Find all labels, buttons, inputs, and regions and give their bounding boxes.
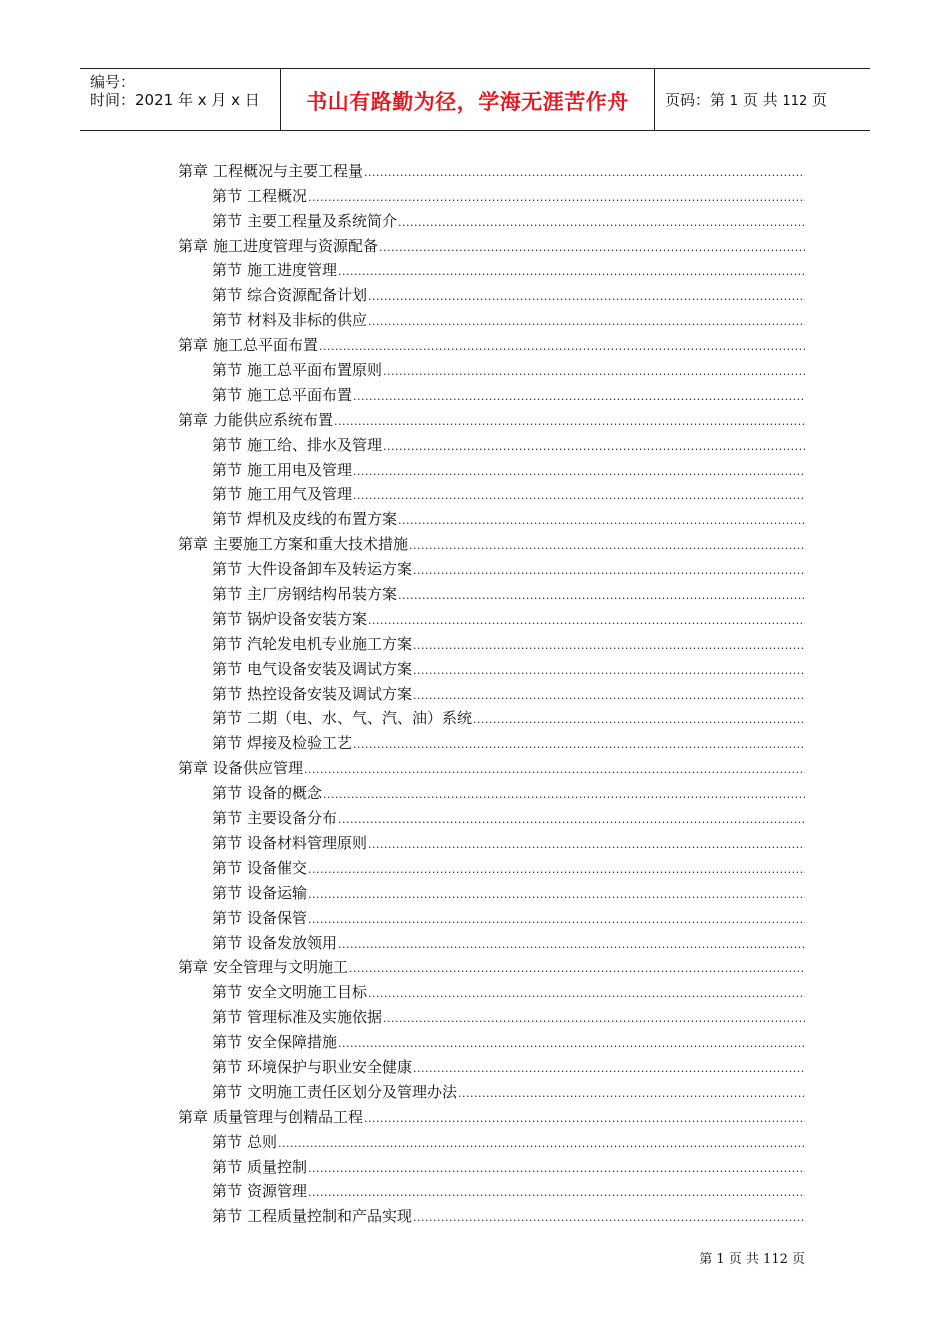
toc-leader-dots	[278, 1137, 805, 1151]
toc-entry-prefix: 第节	[212, 435, 243, 454]
toc-entry-prefix: 第节	[212, 1207, 243, 1226]
toc-leader-dots	[338, 938, 805, 952]
toc-section-entry[interactable]	[178, 703, 805, 728]
toc-entry-title: 质量管理与创精品工程	[213, 1107, 364, 1126]
toc-entry-prefix: 第节	[212, 609, 243, 628]
toc-entry-title: 设备催交	[247, 858, 308, 877]
toc-entry-title: 工程概况与主要工程量	[213, 161, 364, 180]
toc-section-entry[interactable]	[178, 678, 805, 703]
page-current: 1	[729, 94, 739, 109]
toc-entry-title: 二期（电、水、气、汽、油）系统	[247, 709, 473, 728]
toc-entry-title: 电气设备安装及调试方案	[247, 659, 413, 678]
page-suffix: 页	[812, 91, 828, 109]
toc-entry-prefix: 第节	[212, 186, 243, 205]
toc-leader-dots	[308, 863, 805, 877]
toc-section-entry[interactable]	[178, 777, 805, 802]
toc-entry-title: 文明施工责任区划分及管理办法	[247, 1082, 458, 1101]
toc-leader-dots	[413, 564, 805, 578]
toc-chapter-entry[interactable]	[178, 752, 805, 777]
toc-leader-dots	[308, 913, 805, 927]
toc-entry-title: 综合资源配备计划	[247, 286, 368, 305]
toc-section-entry[interactable]	[178, 727, 805, 752]
toc-entry-prefix: 第节	[212, 833, 243, 852]
toc-leader-dots	[368, 838, 805, 852]
toc-chapter-entry[interactable]	[178, 528, 805, 553]
toc-section-entry[interactable]	[178, 503, 805, 528]
toc-entry-title: 主要工程量及系统简介	[247, 211, 398, 230]
toc-section-entry[interactable]	[178, 1151, 805, 1176]
toc-entry-title: 施工用电及管理	[247, 460, 353, 479]
toc-leader-dots	[413, 1062, 805, 1076]
page-prefix: 页码：第	[665, 91, 726, 109]
toc-entry-title: 力能供应系统布置	[213, 410, 334, 429]
toc-entry-prefix: 第节	[212, 809, 243, 828]
header-page-cell	[655, 69, 870, 130]
toc-leader-dots	[353, 738, 805, 752]
toc-section-entry[interactable]	[178, 1200, 805, 1225]
toc-leader-dots	[398, 216, 805, 230]
toc-entry-prefix: 第章	[178, 958, 209, 977]
toc-section-entry[interactable]	[178, 927, 805, 952]
toc-entry-prefix: 第节	[212, 485, 243, 504]
toc-entry-title: 施工进度管理与资源配备	[213, 236, 379, 255]
toc-entry-title: 总则	[247, 1132, 278, 1151]
toc-entry-prefix: 第章	[178, 236, 209, 255]
toc-section-entry[interactable]	[178, 180, 805, 205]
toc-leader-dots	[338, 813, 805, 827]
toc-entry-prefix: 第节	[212, 1033, 243, 1052]
toc-entry-title: 施工总平面布置原则	[247, 361, 383, 380]
toc-entry-prefix: 第章	[178, 336, 209, 355]
toc-chapter-entry[interactable]	[178, 404, 805, 429]
document-number-label: 编号：	[90, 73, 136, 91]
toc-leader-dots	[308, 1162, 805, 1176]
toc-entry-prefix: 第节	[212, 1057, 243, 1076]
toc-leader-dots	[349, 962, 805, 976]
toc-chapter-entry[interactable]	[178, 952, 805, 977]
toc-entry-prefix: 第节	[212, 1157, 243, 1176]
toc-entry-prefix: 第节	[212, 560, 243, 579]
toc-entry-prefix: 第节	[212, 1082, 243, 1101]
toc-entry-prefix: 第章	[178, 410, 209, 429]
toc-entry-title: 资源管理	[247, 1182, 308, 1201]
page-mid: 页 共	[742, 91, 778, 109]
toc-leader-dots	[353, 489, 805, 503]
document-time-label: 时间：2021 年 x 月 x 日	[90, 91, 260, 109]
toc-entry-prefix: 第章	[178, 759, 209, 778]
toc-entry-title: 设备的概念	[247, 784, 323, 803]
toc-entry-title: 施工总平面布置	[247, 385, 353, 404]
toc-entry-prefix: 第章	[178, 161, 209, 180]
toc-leader-dots	[458, 1087, 805, 1101]
toc-section-entry[interactable]	[178, 255, 805, 280]
toc-entry-title: 焊接及检验工艺	[247, 734, 353, 753]
toc-entry-prefix: 第节	[212, 883, 243, 902]
toc-entry-title: 主要施工方案和重大技术措施	[213, 535, 409, 554]
toc-leader-dots	[353, 390, 805, 404]
toc-section-entry[interactable]	[178, 553, 805, 578]
toc-entry-prefix: 第节	[212, 709, 243, 728]
toc-entry-prefix: 第节	[212, 585, 243, 604]
toc-entry-title: 施工进度管理	[247, 261, 338, 280]
toc-leader-dots	[338, 265, 805, 279]
toc-leader-dots	[383, 1012, 805, 1026]
toc-section-entry[interactable]	[178, 578, 805, 603]
toc-entry-prefix: 第章	[178, 535, 209, 554]
page-footer: 第 1 页 共 112 页	[699, 1252, 805, 1267]
toc-section-entry[interactable]	[178, 902, 805, 927]
toc-entry-prefix: 第节	[212, 385, 243, 404]
toc-entry-title: 施工总平面布置	[213, 336, 319, 355]
toc-leader-dots	[364, 166, 805, 180]
toc-entry-prefix: 第节	[212, 460, 243, 479]
toc-entry-title: 主要设备分布	[247, 809, 338, 828]
toc-leader-dots	[409, 539, 805, 553]
toc-section-entry[interactable]	[178, 802, 805, 827]
toc-entry-title: 设备供应管理	[213, 759, 304, 778]
header-motto-cell	[281, 69, 655, 130]
toc-chapter-entry[interactable]	[178, 230, 805, 255]
toc-leader-dots	[473, 713, 805, 727]
toc-leader-dots	[308, 1186, 805, 1200]
toc-section-entry[interactable]	[178, 454, 805, 479]
toc-entry-title: 安全保障措施	[247, 1033, 338, 1052]
toc-leader-dots	[398, 514, 805, 528]
page-total: 112	[782, 94, 808, 109]
toc-section-entry[interactable]	[178, 429, 805, 454]
toc-section-entry[interactable]	[178, 1051, 805, 1076]
toc-leader-dots	[334, 415, 805, 429]
toc-entry-prefix: 第节	[212, 858, 243, 877]
toc-entry-title: 焊机及皮线的布置方案	[247, 510, 398, 529]
toc-section-entry[interactable]	[178, 1076, 805, 1101]
toc-leader-dots	[383, 365, 805, 379]
toc-entry-prefix: 第节	[212, 311, 243, 330]
toc-section-entry[interactable]	[178, 628, 805, 653]
toc-leader-dots	[319, 340, 805, 354]
toc-entry-prefix: 第节	[212, 286, 243, 305]
toc-leader-dots	[304, 763, 805, 777]
toc-section-entry[interactable]	[178, 1126, 805, 1151]
toc-entry-title: 安全管理与文明施工	[213, 958, 349, 977]
toc-entry-title: 汽轮发电机专业施工方案	[247, 634, 413, 653]
page-header	[80, 68, 870, 131]
toc-leader-dots	[413, 689, 805, 703]
toc-entry-title: 施工给、排水及管理	[247, 435, 383, 454]
toc-chapter-entry[interactable]	[178, 329, 805, 354]
toc-leader-dots	[323, 788, 805, 802]
toc-entry-title: 环境保护与职业安全健康	[247, 1057, 413, 1076]
table-of-contents	[178, 155, 805, 1225]
toc-entry-prefix: 第节	[212, 510, 243, 529]
toc-entry-prefix: 第节	[212, 784, 243, 803]
toc-entry-title: 热控设备安装及调试方案	[247, 684, 413, 703]
toc-entry-prefix: 第节	[212, 1008, 243, 1027]
toc-leader-dots	[308, 888, 805, 902]
toc-section-entry[interactable]	[178, 379, 805, 404]
toc-section-entry[interactable]	[178, 827, 805, 852]
toc-entry-prefix: 第节	[212, 634, 243, 653]
toc-section-entry[interactable]	[178, 852, 805, 877]
toc-section-entry[interactable]	[178, 1176, 805, 1201]
toc-entry-title: 主厂房钢结构吊装方案	[247, 585, 398, 604]
toc-entry-prefix: 第章	[178, 1107, 209, 1126]
toc-entry-title: 设备材料管理原则	[247, 833, 368, 852]
toc-entry-prefix: 第节	[212, 361, 243, 380]
toc-section-entry[interactable]	[178, 479, 805, 504]
toc-leader-dots	[338, 1037, 805, 1051]
toc-section-entry[interactable]	[178, 354, 805, 379]
toc-entry-title: 施工用气及管理	[247, 485, 353, 504]
toc-section-entry[interactable]	[178, 1026, 805, 1051]
toc-chapter-entry[interactable]	[178, 155, 805, 180]
toc-entry-title: 材料及非标的供应	[247, 311, 368, 330]
header-meta-cell	[80, 69, 281, 130]
toc-entry-title: 大件设备卸车及转运方案	[247, 560, 413, 579]
toc-entry-prefix: 第节	[212, 1132, 243, 1151]
toc-section-entry[interactable]	[178, 304, 805, 329]
toc-entry-title: 质量控制	[247, 1157, 308, 1176]
toc-leader-dots	[383, 440, 805, 454]
toc-section-entry[interactable]	[178, 1001, 805, 1026]
toc-entry-prefix: 第节	[212, 684, 243, 703]
toc-section-entry[interactable]	[178, 653, 805, 678]
toc-entry-prefix: 第节	[212, 211, 243, 230]
toc-leader-dots	[379, 241, 805, 255]
toc-entry-prefix: 第节	[212, 933, 243, 952]
toc-entry-title: 工程质量控制和产品实现	[247, 1207, 413, 1226]
toc-section-entry[interactable]	[178, 877, 805, 902]
toc-leader-dots	[413, 664, 805, 678]
toc-leader-dots	[413, 1211, 805, 1225]
toc-leader-dots	[368, 987, 805, 1001]
toc-entry-prefix: 第节	[212, 1182, 243, 1201]
toc-entry-title: 工程概况	[247, 186, 308, 205]
toc-leader-dots	[364, 1112, 805, 1126]
toc-leader-dots	[368, 614, 805, 628]
toc-leader-dots	[413, 639, 805, 653]
toc-entry-title: 设备运输	[247, 883, 308, 902]
header-motto: 书山有路勤为径，学海无涯苦作舟	[306, 90, 629, 114]
toc-entry-title: 锅炉设备安装方案	[247, 609, 368, 628]
toc-entry-title: 安全文明施工目标	[247, 983, 368, 1002]
toc-leader-dots	[308, 191, 805, 205]
toc-entry-prefix: 第节	[212, 734, 243, 753]
toc-section-entry[interactable]	[178, 976, 805, 1001]
toc-entry-title: 管理标准及实施依据	[247, 1008, 383, 1027]
toc-section-entry[interactable]	[178, 603, 805, 628]
toc-entry-prefix: 第节	[212, 659, 243, 678]
toc-entry-prefix: 第节	[212, 983, 243, 1002]
toc-section-entry[interactable]	[178, 205, 805, 230]
toc-chapter-entry[interactable]	[178, 1101, 805, 1126]
toc-entry-prefix: 第节	[212, 261, 243, 280]
header-page-number	[665, 89, 827, 110]
toc-entry-title: 设备发放领用	[247, 933, 338, 952]
toc-entry-title: 设备保管	[247, 908, 308, 927]
toc-leader-dots	[353, 465, 805, 479]
toc-section-entry[interactable]	[178, 279, 805, 304]
toc-entry-prefix: 第节	[212, 908, 243, 927]
toc-leader-dots	[398, 589, 805, 603]
toc-leader-dots	[368, 315, 805, 329]
toc-leader-dots	[368, 290, 805, 304]
